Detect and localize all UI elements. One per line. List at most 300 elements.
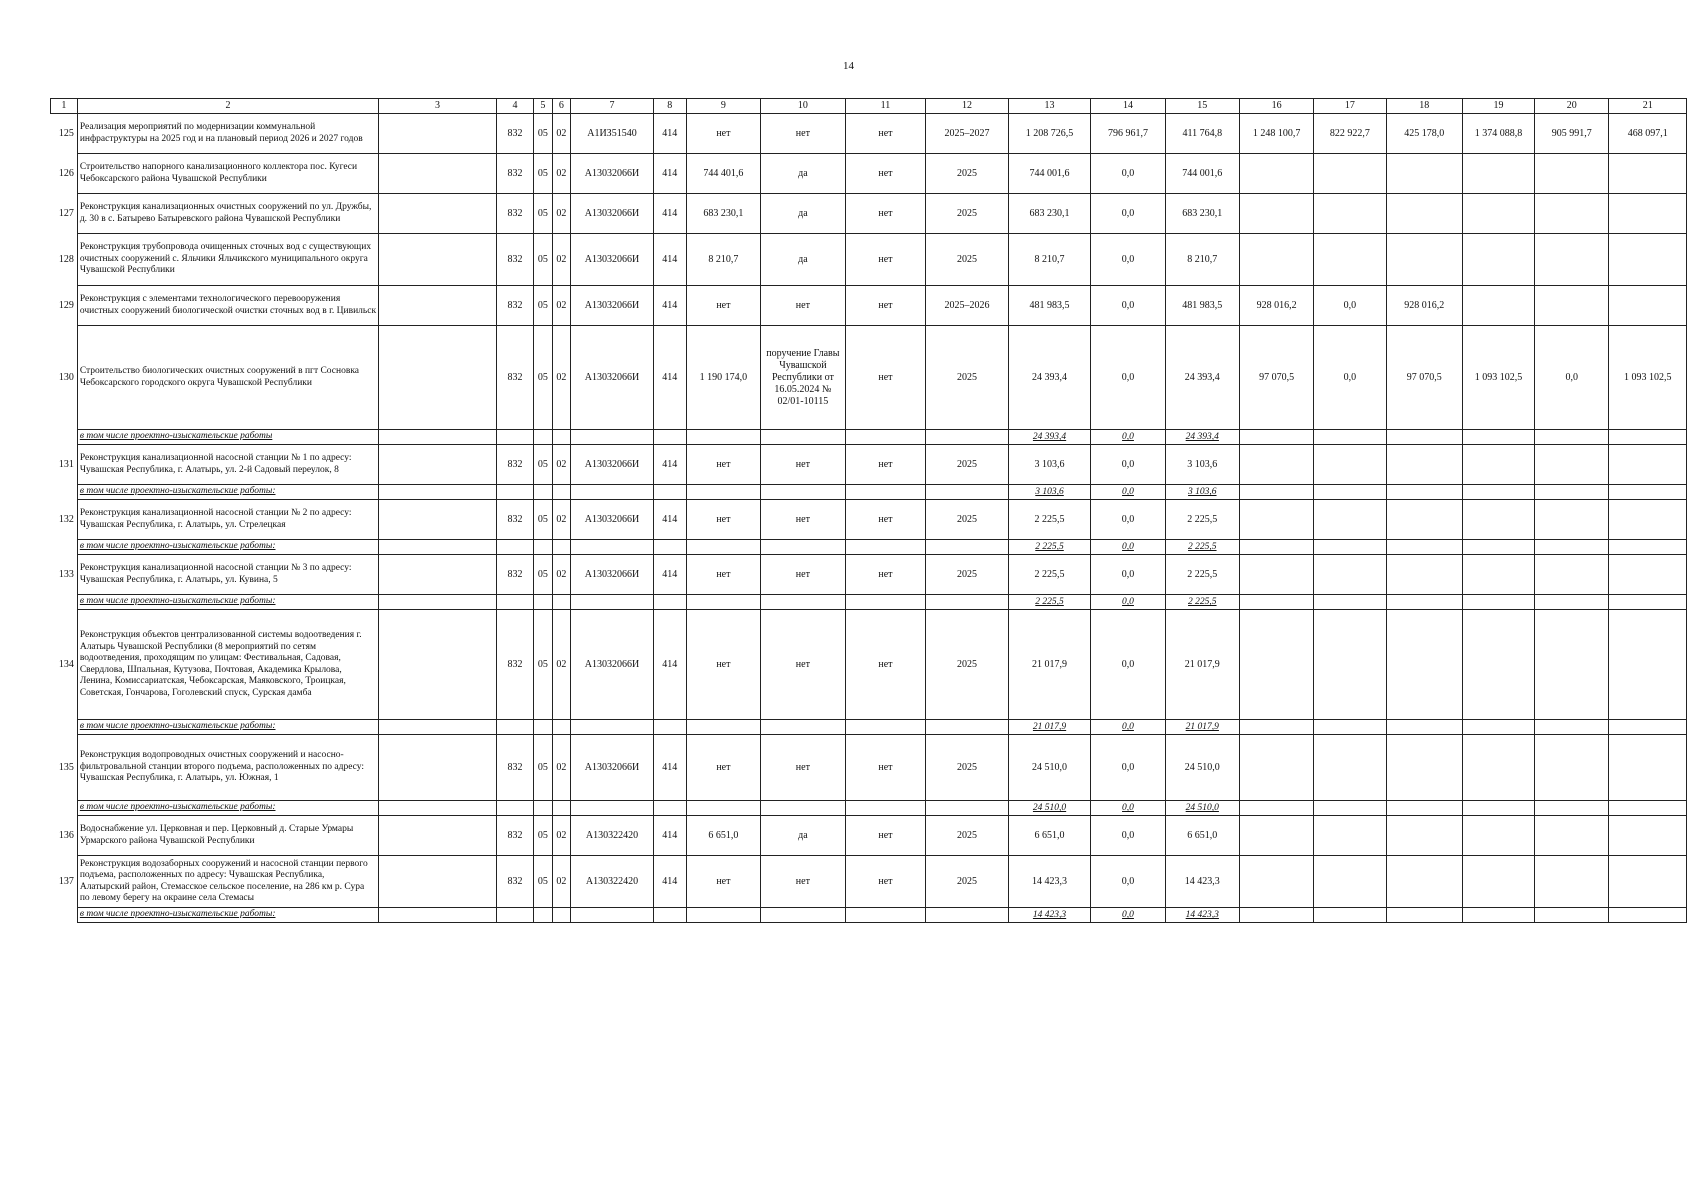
cell-c17: 0,0 xyxy=(1314,286,1386,326)
cell-c18 xyxy=(1386,445,1462,485)
cell-c21 xyxy=(1609,856,1687,908)
cell-c10: да xyxy=(761,194,846,234)
row-number xyxy=(51,720,78,735)
cell-c8 xyxy=(653,801,686,816)
cell-c14: 0,0 xyxy=(1091,445,1165,485)
cell-c5: 05 xyxy=(534,154,553,194)
cell-c21 xyxy=(1609,816,1687,856)
cell-c10 xyxy=(761,430,846,445)
cell-c18 xyxy=(1386,555,1462,595)
cell-c5: 05 xyxy=(534,735,553,801)
cell-c9: 683 230,1 xyxy=(686,194,760,234)
cell-c6 xyxy=(552,485,571,500)
cell-c11: нет xyxy=(845,286,926,326)
cell-c8 xyxy=(653,430,686,445)
cell-c20 xyxy=(1535,154,1609,194)
cell-c15: 3 103,6 xyxy=(1165,445,1239,485)
cell-c11: нет xyxy=(845,856,926,908)
cell-c19 xyxy=(1462,445,1534,485)
cell-c14: 0,0 xyxy=(1091,234,1165,286)
cell-c19 xyxy=(1462,856,1534,908)
cell-c13: 683 230,1 xyxy=(1008,194,1091,234)
cell-c5: 05 xyxy=(534,234,553,286)
cell-c8: 414 xyxy=(653,234,686,286)
cell-c13: 24 393,4 xyxy=(1008,326,1091,430)
cell-c9: нет xyxy=(686,856,760,908)
cell-c16: 928 016,2 xyxy=(1239,286,1313,326)
cell-c5 xyxy=(534,595,553,610)
cell-c3 xyxy=(379,500,497,540)
cell-c21 xyxy=(1609,720,1687,735)
cell-c21 xyxy=(1609,500,1687,540)
cell-c5: 05 xyxy=(534,114,553,154)
cell-c8 xyxy=(653,595,686,610)
row-number: 132 xyxy=(51,500,78,540)
cell-c21: 468 097,1 xyxy=(1609,114,1687,154)
row-number: 125 xyxy=(51,114,78,154)
cell-c8: 414 xyxy=(653,816,686,856)
cell-c9: нет xyxy=(686,286,760,326)
cell-c3 xyxy=(379,485,497,500)
table-row xyxy=(51,114,1687,154)
cell-c18 xyxy=(1386,234,1462,286)
cell-c19: 1 374 088,8 xyxy=(1462,114,1534,154)
cell-c21 xyxy=(1609,735,1687,801)
cell-c5: 05 xyxy=(534,194,553,234)
cell-c3 xyxy=(379,430,497,445)
cell-c20 xyxy=(1535,430,1609,445)
column-number: 15 xyxy=(1165,99,1239,114)
cell-c4 xyxy=(496,595,533,610)
cell-c15: 24 510,0 xyxy=(1165,801,1239,816)
table-row xyxy=(51,286,1687,326)
cell-c11: нет xyxy=(845,154,926,194)
cell-c15: 6 651,0 xyxy=(1165,816,1239,856)
cell-c12: 2025 xyxy=(926,154,1009,194)
column-number: 17 xyxy=(1314,99,1386,114)
column-number: 9 xyxy=(686,99,760,114)
cell-c17 xyxy=(1314,856,1386,908)
cell-c5: 05 xyxy=(534,445,553,485)
cell-c9: 8 210,7 xyxy=(686,234,760,286)
subtotal-row xyxy=(51,430,1687,445)
cell-c19 xyxy=(1462,595,1534,610)
cell-c12: 2025–2027 xyxy=(926,114,1009,154)
cell-c11: нет xyxy=(845,610,926,720)
cell-c10 xyxy=(761,720,846,735)
cell-c10: нет xyxy=(761,610,846,720)
cell-c18 xyxy=(1386,720,1462,735)
cell-c4: 832 xyxy=(496,114,533,154)
cell-c18 xyxy=(1386,735,1462,801)
cell-c4: 832 xyxy=(496,856,533,908)
cell-c16 xyxy=(1239,234,1313,286)
cell-c11 xyxy=(845,430,926,445)
subtotal-row xyxy=(51,908,1687,923)
cell-c7: A130322420 xyxy=(571,816,654,856)
cell-c12 xyxy=(926,801,1009,816)
project-name: Реконструкция объектов централизованной системы водоотведения г. Алатырь Чувашской Республики (8 мероприятий по сетям водоотведения, проходящим по улицам: Фестивальная, Садовая, Свердлова, Шпальная, Кутузова, Почтовая, Академика Крылова, Ленина, Комиссариатская, Чебоксарская, Маяковского, Троицкая, Советская, Гончарова, Гоголевский спуск, Сурская дамба xyxy=(77,610,378,720)
cell-c4: 832 xyxy=(496,816,533,856)
cell-c5 xyxy=(534,908,553,923)
cell-c7 xyxy=(571,720,654,735)
table-row xyxy=(51,816,1687,856)
cell-c14: 0,0 xyxy=(1091,154,1165,194)
cell-c11: нет xyxy=(845,194,926,234)
cell-c20 xyxy=(1535,856,1609,908)
cell-c8: 414 xyxy=(653,286,686,326)
cell-c17 xyxy=(1314,908,1386,923)
row-number xyxy=(51,908,78,923)
cell-c11 xyxy=(845,720,926,735)
cell-c12: 2025 xyxy=(926,445,1009,485)
cell-c17 xyxy=(1314,720,1386,735)
cell-c6: 02 xyxy=(552,816,571,856)
row-number: 130 xyxy=(51,326,78,430)
cell-c11: нет xyxy=(845,735,926,801)
cell-c8 xyxy=(653,720,686,735)
row-number: 134 xyxy=(51,610,78,720)
cell-c4: 832 xyxy=(496,500,533,540)
cell-c4: 832 xyxy=(496,154,533,194)
cell-c16 xyxy=(1239,816,1313,856)
cell-c10 xyxy=(761,595,846,610)
cell-c7 xyxy=(571,540,654,555)
cell-c17 xyxy=(1314,485,1386,500)
cell-c5: 05 xyxy=(534,500,553,540)
cell-c19 xyxy=(1462,500,1534,540)
cell-c7: A13032066И xyxy=(571,194,654,234)
column-number: 19 xyxy=(1462,99,1534,114)
column-number: 11 xyxy=(845,99,926,114)
cell-c19 xyxy=(1462,801,1534,816)
cell-c12: 2025 xyxy=(926,856,1009,908)
cell-c21 xyxy=(1609,286,1687,326)
table-row xyxy=(51,154,1687,194)
row-number: 137 xyxy=(51,856,78,908)
cell-c9: 6 651,0 xyxy=(686,816,760,856)
row-number: 131 xyxy=(51,445,78,485)
cell-c5 xyxy=(534,485,553,500)
cell-c10: да xyxy=(761,234,846,286)
cell-c8: 414 xyxy=(653,856,686,908)
cell-c4: 832 xyxy=(496,326,533,430)
project-name: Реконструкция водозаборных сооружений и насосной станции первого подъема, расположенных по адресу: Чувашская Республика, Алатырский район, Стемасское сельское поселение, на 286 км р. Сура по левому берегу на окраине села Стемасы xyxy=(77,856,378,908)
column-number: 12 xyxy=(926,99,1009,114)
project-name: Реконструкция с элементами технологического перевооружения очистных сооружений биологической очистки сточных вод в г. Цивильск xyxy=(77,286,378,326)
table-row xyxy=(51,326,1687,430)
cell-c14: 0,0 xyxy=(1091,326,1165,430)
cell-c14: 0,0 xyxy=(1091,194,1165,234)
cell-c13: 6 651,0 xyxy=(1008,816,1091,856)
project-name: Реконструкция канализационной насосной станции № 2 по адресу: Чувашская Республика, г. Алатырь, ул. Стрелецкая xyxy=(77,500,378,540)
cell-c17: 822 922,7 xyxy=(1314,114,1386,154)
cell-c20 xyxy=(1535,500,1609,540)
cell-c6 xyxy=(552,908,571,923)
cell-c20 xyxy=(1535,801,1609,816)
cell-c18: 928 016,2 xyxy=(1386,286,1462,326)
cell-c9 xyxy=(686,485,760,500)
cell-c15: 2 225,5 xyxy=(1165,555,1239,595)
cell-c15: 481 983,5 xyxy=(1165,286,1239,326)
cell-c15: 2 225,5 xyxy=(1165,500,1239,540)
cell-c17 xyxy=(1314,500,1386,540)
cell-c12: 2025 xyxy=(926,326,1009,430)
cell-c13: 3 103,6 xyxy=(1008,445,1091,485)
cell-c14: 0,0 xyxy=(1091,540,1165,555)
cell-c7: A13032066И xyxy=(571,500,654,540)
cell-c8 xyxy=(653,540,686,555)
cell-c14: 0,0 xyxy=(1091,908,1165,923)
cell-c8: 414 xyxy=(653,114,686,154)
cell-c20 xyxy=(1535,286,1609,326)
cell-c12 xyxy=(926,595,1009,610)
cell-c14: 0,0 xyxy=(1091,485,1165,500)
cell-c4 xyxy=(496,430,533,445)
cell-c6 xyxy=(552,430,571,445)
cell-c11: нет xyxy=(845,114,926,154)
cell-c16 xyxy=(1239,540,1313,555)
cell-c8: 414 xyxy=(653,326,686,430)
cell-c5: 05 xyxy=(534,816,553,856)
cell-c7: A13032066И xyxy=(571,735,654,801)
cell-c9 xyxy=(686,908,760,923)
table-row xyxy=(51,610,1687,720)
cell-c11: нет xyxy=(845,500,926,540)
row-number xyxy=(51,540,78,555)
cell-c16 xyxy=(1239,595,1313,610)
row-number: 135 xyxy=(51,735,78,801)
cell-c16 xyxy=(1239,485,1313,500)
cell-c10: нет xyxy=(761,555,846,595)
cell-c14: 0,0 xyxy=(1091,720,1165,735)
project-name: Реконструкция водопроводных очистных сооружений и насосно-фильтровальной станции второго подъема, расположенных по адресу: Чувашская Республика, г. Алатырь, ул. Южная, 1 xyxy=(77,735,378,801)
cell-c20 xyxy=(1535,595,1609,610)
cell-c20 xyxy=(1535,610,1609,720)
cell-c15: 21 017,9 xyxy=(1165,720,1239,735)
cell-c13: 744 001,6 xyxy=(1008,154,1091,194)
cell-c19 xyxy=(1462,485,1534,500)
cell-c14: 0,0 xyxy=(1091,856,1165,908)
table-row xyxy=(51,500,1687,540)
cell-c18 xyxy=(1386,816,1462,856)
cell-c19 xyxy=(1462,154,1534,194)
cell-c7: A13032066И xyxy=(571,610,654,720)
cell-c9: 744 401,6 xyxy=(686,154,760,194)
row-number: 127 xyxy=(51,194,78,234)
cell-c16 xyxy=(1239,720,1313,735)
cell-c16: 97 070,5 xyxy=(1239,326,1313,430)
cell-c13: 24 510,0 xyxy=(1008,735,1091,801)
cell-c19 xyxy=(1462,430,1534,445)
cell-c10 xyxy=(761,801,846,816)
cell-c16 xyxy=(1239,500,1313,540)
cell-c12 xyxy=(926,720,1009,735)
cell-c14: 0,0 xyxy=(1091,735,1165,801)
cell-c19: 1 093 102,5 xyxy=(1462,326,1534,430)
page-number: 14 xyxy=(843,60,854,72)
table-row xyxy=(51,234,1687,286)
cell-c19 xyxy=(1462,234,1534,286)
cell-c19 xyxy=(1462,540,1534,555)
cell-c4 xyxy=(496,908,533,923)
cell-c9: нет xyxy=(686,610,760,720)
cell-c5: 05 xyxy=(534,856,553,908)
cell-c12: 2025 xyxy=(926,735,1009,801)
subtotal-label: в том числе проектно-изыскательские работы xyxy=(77,430,378,445)
project-name: Реконструкция канализационной насосной станции № 3 по адресу: Чувашская Республика, г. Алатырь, ул. Кувина, 5 xyxy=(77,555,378,595)
cell-c8 xyxy=(653,908,686,923)
column-number: 21 xyxy=(1609,99,1687,114)
cell-c13: 2 225,5 xyxy=(1008,555,1091,595)
cell-c4 xyxy=(496,540,533,555)
cell-c8: 414 xyxy=(653,555,686,595)
cell-c8: 414 xyxy=(653,500,686,540)
cell-c17 xyxy=(1314,555,1386,595)
cell-c18 xyxy=(1386,610,1462,720)
cell-c6 xyxy=(552,801,571,816)
column-number: 7 xyxy=(571,99,654,114)
cell-c7: A1ИЗ51540 xyxy=(571,114,654,154)
cell-c3 xyxy=(379,735,497,801)
cell-c8 xyxy=(653,485,686,500)
cell-c14: 0,0 xyxy=(1091,286,1165,326)
cell-c21 xyxy=(1609,154,1687,194)
subtotal-row xyxy=(51,720,1687,735)
cell-c13: 14 423,3 xyxy=(1008,908,1091,923)
cell-c16: 1 248 100,7 xyxy=(1239,114,1313,154)
project-name: Реконструкция трубопровода очищенных сточных вод с существующих очистных сооружений с. Яльчики Яльчикского муниципального округа Чувашской Республики xyxy=(77,234,378,286)
cell-c13: 24 510,0 xyxy=(1008,801,1091,816)
cell-c8: 414 xyxy=(653,735,686,801)
cell-c18 xyxy=(1386,430,1462,445)
row-number: 129 xyxy=(51,286,78,326)
cell-c17 xyxy=(1314,234,1386,286)
project-name: Реконструкция канализационной насосной станции № 1 по адресу: Чувашская Республика, г. Алатырь, ул. 2-й Садовый переулок, 8 xyxy=(77,445,378,485)
cell-c15: 3 103,6 xyxy=(1165,485,1239,500)
row-number xyxy=(51,485,78,500)
table-row xyxy=(51,445,1687,485)
cell-c15: 21 017,9 xyxy=(1165,610,1239,720)
cell-c11: нет xyxy=(845,445,926,485)
cell-c11 xyxy=(845,801,926,816)
cell-c14: 0,0 xyxy=(1091,595,1165,610)
cell-c15: 24 393,4 xyxy=(1165,430,1239,445)
cell-c15: 744 001,6 xyxy=(1165,154,1239,194)
cell-c5 xyxy=(534,801,553,816)
cell-c21 xyxy=(1609,485,1687,500)
cell-c17 xyxy=(1314,801,1386,816)
cell-c17 xyxy=(1314,595,1386,610)
cell-c16 xyxy=(1239,856,1313,908)
cell-c18 xyxy=(1386,801,1462,816)
cell-c15: 14 423,3 xyxy=(1165,856,1239,908)
cell-c20 xyxy=(1535,485,1609,500)
column-number: 3 xyxy=(379,99,497,114)
cell-c13: 24 393,4 xyxy=(1008,430,1091,445)
cell-c3 xyxy=(379,595,497,610)
column-number: 8 xyxy=(653,99,686,114)
cell-c10: поручение Главы Чувашской Республики от 16.05.2024 № 02/01-10115 xyxy=(761,326,846,430)
cell-c6: 02 xyxy=(552,445,571,485)
cell-c16 xyxy=(1239,908,1313,923)
cell-c18: 425 178,0 xyxy=(1386,114,1462,154)
cell-c18 xyxy=(1386,540,1462,555)
cell-c10 xyxy=(761,908,846,923)
column-number: 18 xyxy=(1386,99,1462,114)
cell-c5 xyxy=(534,430,553,445)
cell-c7: A13032066И xyxy=(571,555,654,595)
investment-table xyxy=(50,98,1687,923)
cell-c16 xyxy=(1239,801,1313,816)
cell-c4: 832 xyxy=(496,610,533,720)
cell-c12: 2025 xyxy=(926,234,1009,286)
cell-c8: 414 xyxy=(653,445,686,485)
cell-c21 xyxy=(1609,610,1687,720)
cell-c9 xyxy=(686,801,760,816)
cell-c7 xyxy=(571,595,654,610)
cell-c13: 2 225,5 xyxy=(1008,595,1091,610)
cell-c9: 1 190 174,0 xyxy=(686,326,760,430)
cell-c7 xyxy=(571,801,654,816)
cell-c5: 05 xyxy=(534,326,553,430)
cell-c4 xyxy=(496,801,533,816)
cell-c15: 2 225,5 xyxy=(1165,595,1239,610)
column-number: 16 xyxy=(1239,99,1313,114)
cell-c15: 24 510,0 xyxy=(1165,735,1239,801)
cell-c16 xyxy=(1239,735,1313,801)
row-number: 128 xyxy=(51,234,78,286)
cell-c6: 02 xyxy=(552,735,571,801)
cell-c3 xyxy=(379,555,497,595)
cell-c3 xyxy=(379,154,497,194)
cell-c6 xyxy=(552,595,571,610)
column-number: 6 xyxy=(552,99,571,114)
cell-c18 xyxy=(1386,500,1462,540)
cell-c16 xyxy=(1239,154,1313,194)
cell-c10 xyxy=(761,540,846,555)
cell-c21 xyxy=(1609,445,1687,485)
cell-c20 xyxy=(1535,555,1609,595)
cell-c13: 21 017,9 xyxy=(1008,720,1091,735)
cell-c16 xyxy=(1239,430,1313,445)
cell-c20 xyxy=(1535,445,1609,485)
table-row xyxy=(51,555,1687,595)
cell-c15: 683 230,1 xyxy=(1165,194,1239,234)
cell-c18 xyxy=(1386,194,1462,234)
cell-c3 xyxy=(379,114,497,154)
cell-c21 xyxy=(1609,540,1687,555)
cell-c14: 0,0 xyxy=(1091,816,1165,856)
cell-c19 xyxy=(1462,735,1534,801)
column-number: 5 xyxy=(534,99,553,114)
cell-c21 xyxy=(1609,194,1687,234)
cell-c3 xyxy=(379,856,497,908)
column-number: 13 xyxy=(1008,99,1091,114)
cell-c17 xyxy=(1314,445,1386,485)
cell-c7 xyxy=(571,430,654,445)
column-number-row xyxy=(51,99,1687,114)
cell-c21 xyxy=(1609,595,1687,610)
cell-c6 xyxy=(552,540,571,555)
cell-c19 xyxy=(1462,610,1534,720)
cell-c13: 2 225,5 xyxy=(1008,540,1091,555)
cell-c16 xyxy=(1239,610,1313,720)
column-number: 10 xyxy=(761,99,846,114)
cell-c19 xyxy=(1462,908,1534,923)
cell-c21 xyxy=(1609,801,1687,816)
cell-c19 xyxy=(1462,194,1534,234)
